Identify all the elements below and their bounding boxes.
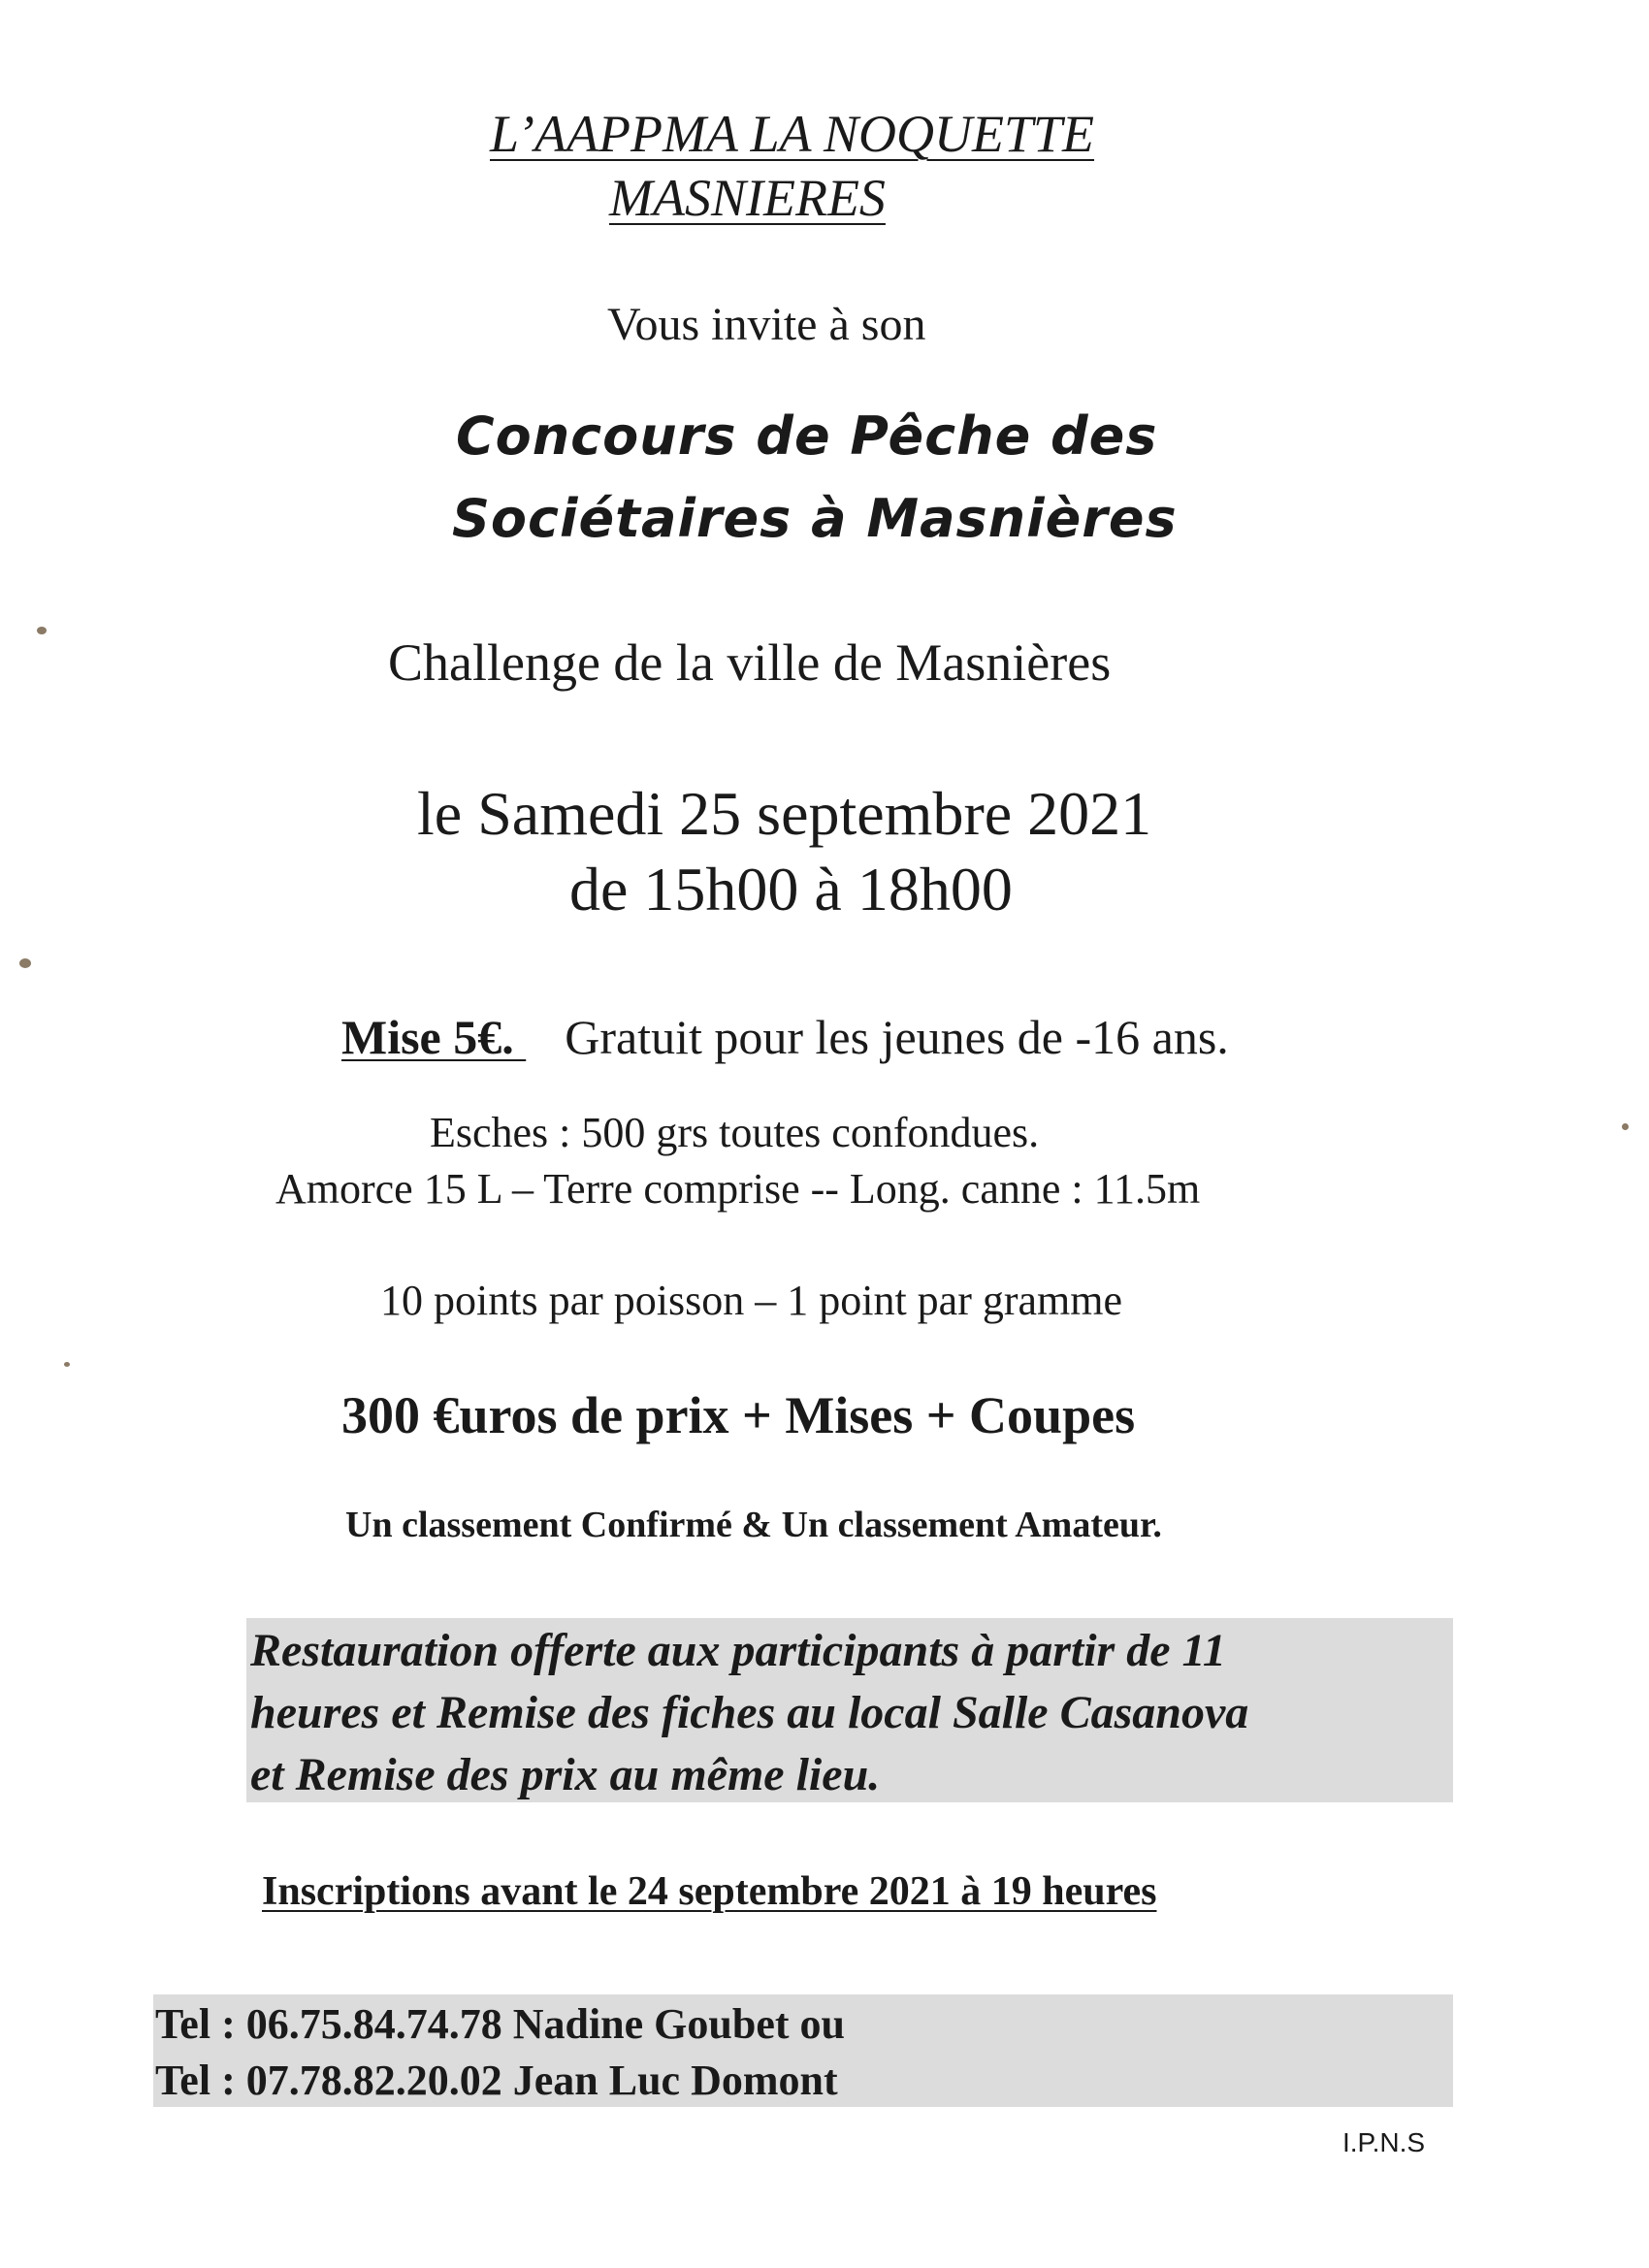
bait-rule: Esches : 500 grs toutes confondues. bbox=[430, 1109, 1040, 1156]
invite-text: Vous invite à son bbox=[607, 299, 926, 350]
scan-speck bbox=[64, 1362, 70, 1367]
scan-speck bbox=[1622, 1123, 1629, 1130]
contact-phone-2: Tel : 07.78.82.20.02 Jean Luc Domont bbox=[155, 2057, 838, 2104]
event-time: de 15h00 à 18h00 bbox=[569, 855, 1013, 923]
catering-line2: heures et Remise des fiches au local Salle Casanova bbox=[250, 1687, 1249, 1738]
fee-free-text: Gratuit pour les jeunes de -16 ans. bbox=[565, 1010, 1229, 1064]
points-rule: 10 points par poisson – 1 point par gramme bbox=[380, 1277, 1123, 1324]
contact-phone-1: Tel : 06.75.84.74.78 Nadine Goubet ou bbox=[155, 2000, 846, 2048]
challenge-text: Challenge de la ville de Masnières bbox=[388, 633, 1112, 692]
fee-line bbox=[341, 1009, 1229, 1065]
prize-text: 300 €uros de prix + Mises + Coupes bbox=[341, 1386, 1136, 1444]
catering-line1: Restauration offerte aux participants à partir de 11 bbox=[250, 1625, 1226, 1676]
groundbait-rule: Amorce 15 L – Terre comprise -- Long. canne : 11.5m bbox=[275, 1165, 1201, 1213]
organization-name: L’AAPPMA LA NOQUETTE bbox=[490, 105, 1095, 163]
ipns-note: I.P.N.S bbox=[1342, 2127, 1426, 2157]
scan-speck bbox=[37, 627, 47, 634]
organization-town: MASNIERES bbox=[609, 169, 886, 227]
registration-deadline: Inscriptions avant le 24 septembre 2021 à 19 heures bbox=[262, 1869, 1157, 1914]
fee-label: Mise 5€. bbox=[341, 1010, 527, 1064]
contest-title-line2: Sociétaires à Masnières bbox=[452, 488, 1178, 549]
contest-title-line1: Concours de Pêche des bbox=[456, 405, 1158, 467]
scan-speck bbox=[19, 958, 31, 968]
event-date: le Samedi 25 septembre 2021 bbox=[417, 779, 1152, 848]
ranking-text: Un classement Confirmé & Un classement Amateur. bbox=[345, 1505, 1162, 1545]
catering-line3: et Remise des prix au même lieu. bbox=[250, 1749, 881, 1800]
